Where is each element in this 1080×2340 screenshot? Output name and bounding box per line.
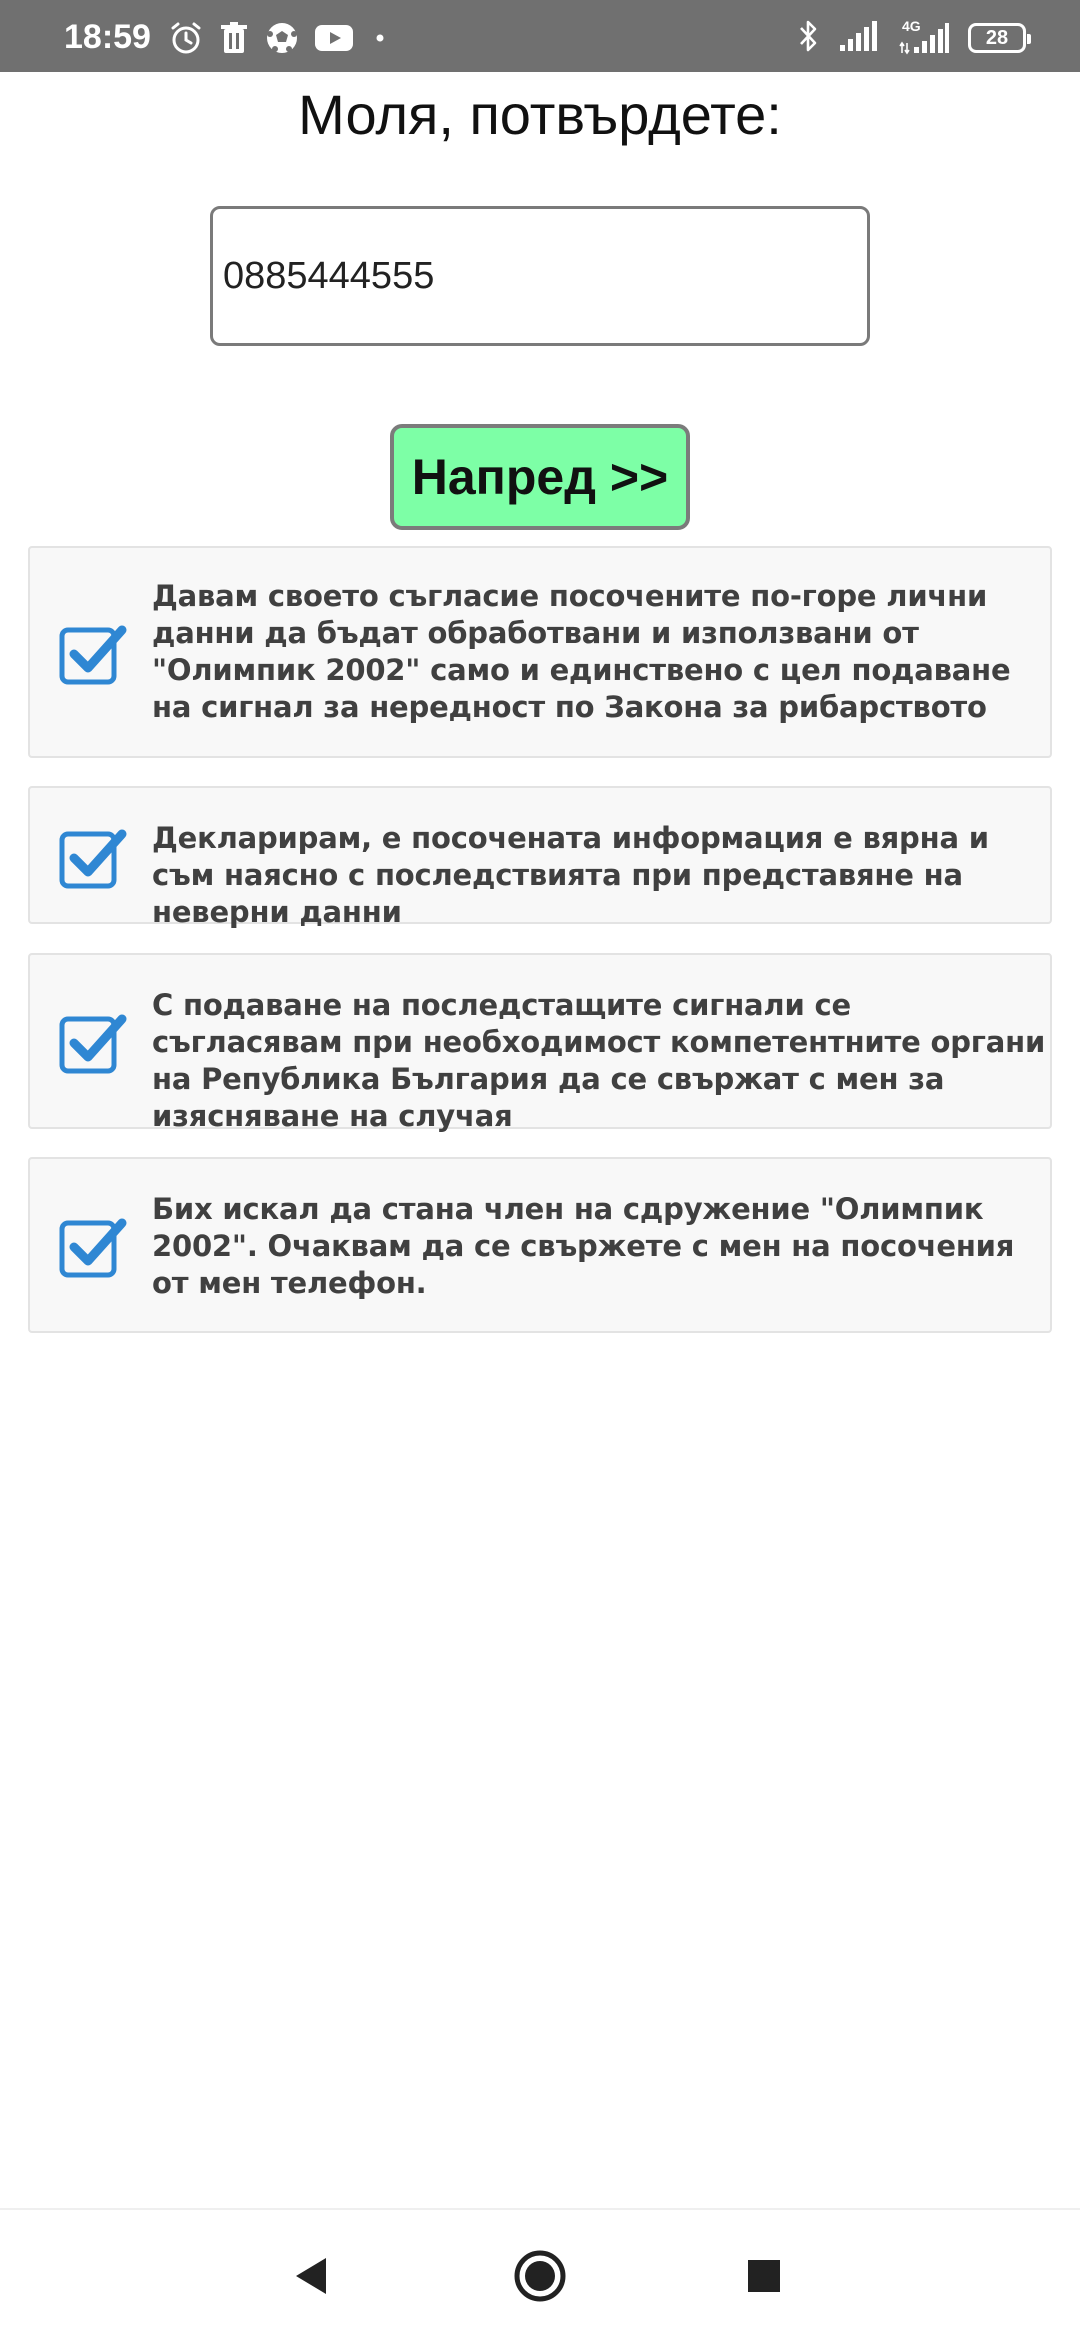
status-time: 18:59 xyxy=(64,18,151,56)
consent-text: Давам своето съгласие посочените по-горе лични данни да бъдат обработвани и използвани от "Олимпик 2002" само и единствено с цел подаване на сигнал за нередност по Закона за рибарството xyxy=(152,579,1011,724)
consent-text: Декларирам, е посочената информация е вярна и съм наясно с последствията при представяне на неверни данни xyxy=(152,821,989,929)
signal-icon xyxy=(838,19,880,58)
checkbox-checked-icon[interactable] xyxy=(58,824,128,894)
status-bar xyxy=(0,0,1080,72)
next-button[interactable]: Напред >> xyxy=(390,424,690,530)
home-icon[interactable] xyxy=(504,2240,576,2312)
status-icons-right xyxy=(796,18,1026,58)
back-icon[interactable] xyxy=(276,2240,348,2312)
alarm-icon xyxy=(168,20,204,61)
trash-icon xyxy=(218,20,250,61)
consent-text: Бих искал да стана член на сдружение "Олимпик 2002". Очаквам да се свържете с мен на посочения от мен телефон. xyxy=(152,1192,1015,1300)
status-icons-left xyxy=(168,22,392,58)
consent-card-declaration xyxy=(28,786,1052,929)
dot-icon xyxy=(368,20,392,61)
phone-input[interactable] xyxy=(210,206,870,346)
youtube-icon xyxy=(314,23,354,58)
recents-icon[interactable] xyxy=(728,2240,800,2312)
soccer-ball-icon xyxy=(264,20,300,61)
consent-text: С подаване на последстащите сигнали се съгласявам при необходимост компетентните органи на Република България да се свържат с мен за изясняване на случая xyxy=(152,988,1046,1133)
checkbox-checked-icon[interactable] xyxy=(58,1009,128,1079)
network-type-label: 4G xyxy=(902,18,921,34)
battery-level: 28 xyxy=(985,26,1009,49)
battery-icon xyxy=(968,23,1026,53)
signal-4g-icon xyxy=(898,19,950,57)
bluetooth-icon xyxy=(796,17,820,60)
checkbox-checked-icon[interactable] xyxy=(58,1213,128,1283)
consent-card-authorities-contact xyxy=(28,953,1052,1133)
consent-card-membership xyxy=(28,1157,1052,1333)
consent-card-data-processing xyxy=(28,546,1052,758)
checkbox-checked-icon[interactable] xyxy=(58,620,128,690)
page-title: Моля, потвърдете: xyxy=(298,83,782,146)
navigation-bar xyxy=(0,2210,1080,2340)
